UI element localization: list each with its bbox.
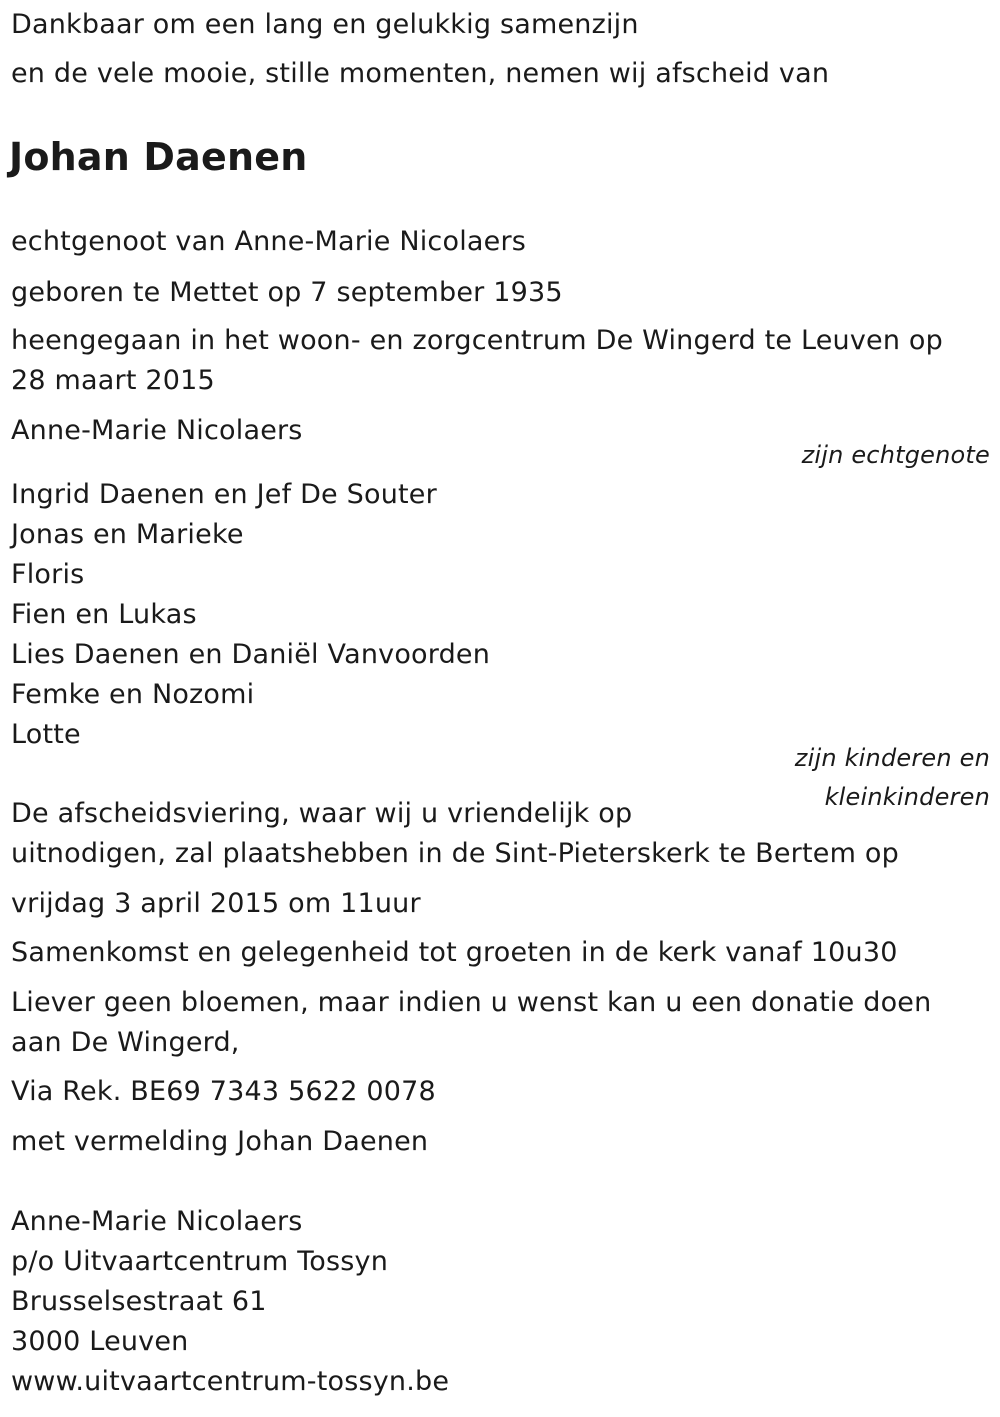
ceremony-date: vrijdag 3 april 2015 om 11uur xyxy=(11,888,421,919)
spouse-name: Anne-Marie Nicolaers xyxy=(11,415,303,446)
family-member: Floris xyxy=(11,559,85,590)
mention-line: met vermelding Johan Daenen xyxy=(11,1126,429,1157)
family-member: Femke en Nozomi xyxy=(11,679,255,710)
ceremony-line-1: De afscheidsviering, waar wij u vriendelijk op xyxy=(11,798,633,829)
ceremony-line-2: uitnodigen, zal plaatshebben in de Sint-Pieterskerk te Bertem op xyxy=(11,838,899,869)
address-name: Anne-Marie Nicolaers xyxy=(11,1206,303,1237)
family-member: Lotte xyxy=(11,719,81,750)
account-line: Via Rek. BE69 7343 5622 0078 xyxy=(11,1076,436,1107)
family-member: Jonas en Marieke xyxy=(11,519,244,550)
address-city: 3000 Leuven xyxy=(11,1326,189,1357)
intro-line-1: Dankbaar om een lang en gelukkig samenzijn xyxy=(11,9,639,40)
website-link[interactable]: www.uitvaartcentrum-tossyn.be xyxy=(11,1366,450,1397)
address-street: Brusselsestraat 61 xyxy=(11,1286,267,1317)
family-member: Lies Daenen en Daniël Vanvoorden xyxy=(11,639,491,670)
family-role-line-1: zijn kinderen en xyxy=(794,744,990,772)
intro-line-2: en de vele mooie, stille momenten, nemen wij afscheid van xyxy=(11,58,830,89)
gathering-line: Samenkomst en gelegenheid tot groeten in de kerk vanaf 10u30 xyxy=(11,937,898,968)
family-role-line-2: kleinkinderen xyxy=(824,783,990,811)
death-line: heengegaan in het woon- en zorgcentrum De Wingerd te Leuven op 28 maart 2015 xyxy=(11,325,943,396)
address-care-of: p/o Uitvaartcentrum Tossyn xyxy=(11,1246,389,1277)
deceased-name: Johan Daenen xyxy=(9,135,308,179)
family-member: Fien en Lukas xyxy=(11,599,197,630)
spouse-role: zijn echtgenote xyxy=(801,441,990,469)
donation-line: Liever geen bloemen, maar indien u wenst kan u een donatie doen aan De Wingerd, xyxy=(11,987,932,1058)
family-list xyxy=(11,475,490,755)
spouse-of-line: echtgenoot van Anne-Marie Nicolaers xyxy=(11,226,527,257)
birth-line: geboren te Mettet op 7 september 1935 xyxy=(11,277,563,308)
family-member: Ingrid Daenen en Jef De Souter xyxy=(11,479,437,510)
